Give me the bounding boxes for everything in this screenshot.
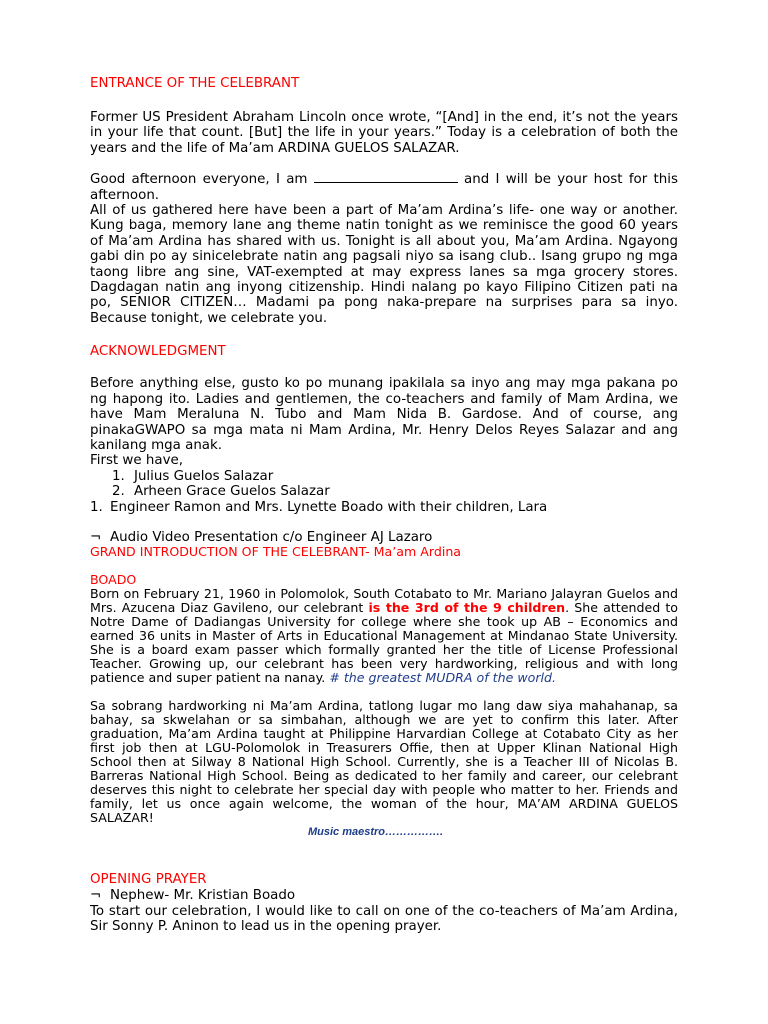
host-intro-text-end: and I will be your host for this afternoon. (90, 172, 678, 203)
host-name-blank (314, 171, 458, 183)
list-number: 1. (112, 468, 125, 484)
list-item-text: Julius Guelos Salazar (134, 468, 274, 484)
grand-introduction-heading: GRAND INTRODUCTION OF THE CELEBRANT- Ma’am Ardina (90, 544, 462, 560)
music-maestro-cue: Music maestro……………. (308, 826, 444, 839)
list-item-text: Engineer Ramon and Mrs. Lynette Boado with their children, Lara (110, 499, 548, 515)
host-intro-paragraph (90, 171, 678, 203)
entrance-heading: ENTRANCE OF THE CELEBRANT (90, 76, 300, 91)
lincoln-quote-paragraph: Former US President Abraham Lincoln once wrote, “[And] in the end, it’s not the years in your life that count. [But] the life in your years.” Today is a celebration of both the years and the life of Ma’am ARDINA GUELOS SALAZAR. (90, 110, 678, 156)
biography-text: Born on February 21, 1960 in Polomolok, South Cotabato to Mr. Mariano Jalayran Guelos and Mrs. Azucena Diaz Gavileno, our celebrant (90, 586, 678, 616)
opening-prayer-heading: OPENING PRAYER (90, 872, 207, 888)
nephew-line (90, 888, 678, 903)
memory-lane-paragraph: All of us gathered here have been a part of Ma’am Ardina’s life- one way or another. Kung baga, memory lane ang theme natin tonight as we reminisce the good 60 years of Ma’am Ardina has shared with us. Tonight is all about you, Ma’am Ardina. Ngayong gabi din po ay sinicelebrate natin ang pagsali niyo sa isang club.. Isang grupo ng mga taong libre ang sine, VAT-exempted at may express lanes sa mga grocery stores. Dagdagan natin ang inyong citizenship. Hindi nalang po kayo Filipino Citizen pati na po, SENIOR CITIZEN… Madami pa pong naka-prepare na surprises para sa inyo. Because tonight, we celebrate you. (90, 203, 678, 326)
biography-paragraph (90, 587, 678, 685)
opening-prayer-paragraph: To start our celebration, I would like to call on one of the co-teachers of Ma’am Ardina, Sir Sonny P. Aninon to lead us in the opening prayer. (90, 903, 678, 935)
nephew-text: Nephew- Mr. Kristian Boado (110, 888, 296, 904)
av-presentation-text: Audio Video Presentation c/o Engineer AJ Lazaro (110, 529, 433, 545)
not-sign-bullet: ¬ (90, 888, 102, 904)
host-intro-text: Good afternoon everyone, I am (90, 172, 308, 188)
list-item (112, 469, 678, 484)
not-sign-bullet: ¬ (90, 529, 102, 545)
document-page (90, 76, 678, 935)
list-number: 1. (90, 499, 103, 515)
boado-label: BOADO (90, 572, 137, 588)
av-presentation-line (90, 530, 678, 545)
list-item (90, 500, 678, 515)
biography-text-cont: . She attended to Notre Dame of Dadiangas University for college where she took up AB – Economics and earned 36 units in Master of Arts in Educational Management at Mindanao State University. She is a board exam passer which formally granted her the title of License Professional Teacher. Growing up, our celebrant has been very hardworking, religious and with long patience and super patient na nanay. (90, 600, 678, 686)
acknowledgment-heading: ACKNOWLEDGMENT (90, 344, 226, 360)
list-item (112, 484, 678, 499)
third-of-nine-emphasis: is the 3rd of the 9 children (368, 600, 566, 616)
career-paragraph: Sa sobrang hardworking ni Ma’am Ardina, tatlong lugar mo lang daw siya mahahanap, sa bahay, sa skwelahan or sa simbahan, although we are yet to confirm this later. After graduation, Ma’am Ardina taught at Philippine Harvardian College at Cotabato City as her first job then at LGU-Polomolok in Treasurers Offie, then at Upper Klinan National High School then at Silway 8 National High School. Currently, she is a Teacher III of Nicolas B. Barreras National High School. Being as dedicated to her family and career, our celebrant deserves this night to celebrate her special day with people who matter to her. Friends and family, let us once again welcome, the woman of the hour, MA’AM ARDINA GUELOS SALAZAR! (90, 698, 678, 826)
list-number: 2. (112, 484, 125, 500)
first-we-have-line: First we have, (90, 453, 183, 469)
acknowledgment-paragraph: Before anything else, gusto ko po munang ipakilala sa inyo ang may mga pakana po ng hapong ito. Ladies and gentlemen, the co-teachers and family of Mam Ardina, we have Mam Meraluna N. Tubo and Mam Nida B. Gardose. And of course, ang pinakaGWAPO sa mga mata ni Mam Ardina, Mr. Henry Delos Reyes Salazar and ang kanilang mga anak. (90, 376, 678, 453)
greatest-mudra-hashtag: # the greatest MUDRA of the world. (329, 670, 557, 686)
list-item-text: Arheen Grace Guelos Salazar (134, 484, 330, 500)
